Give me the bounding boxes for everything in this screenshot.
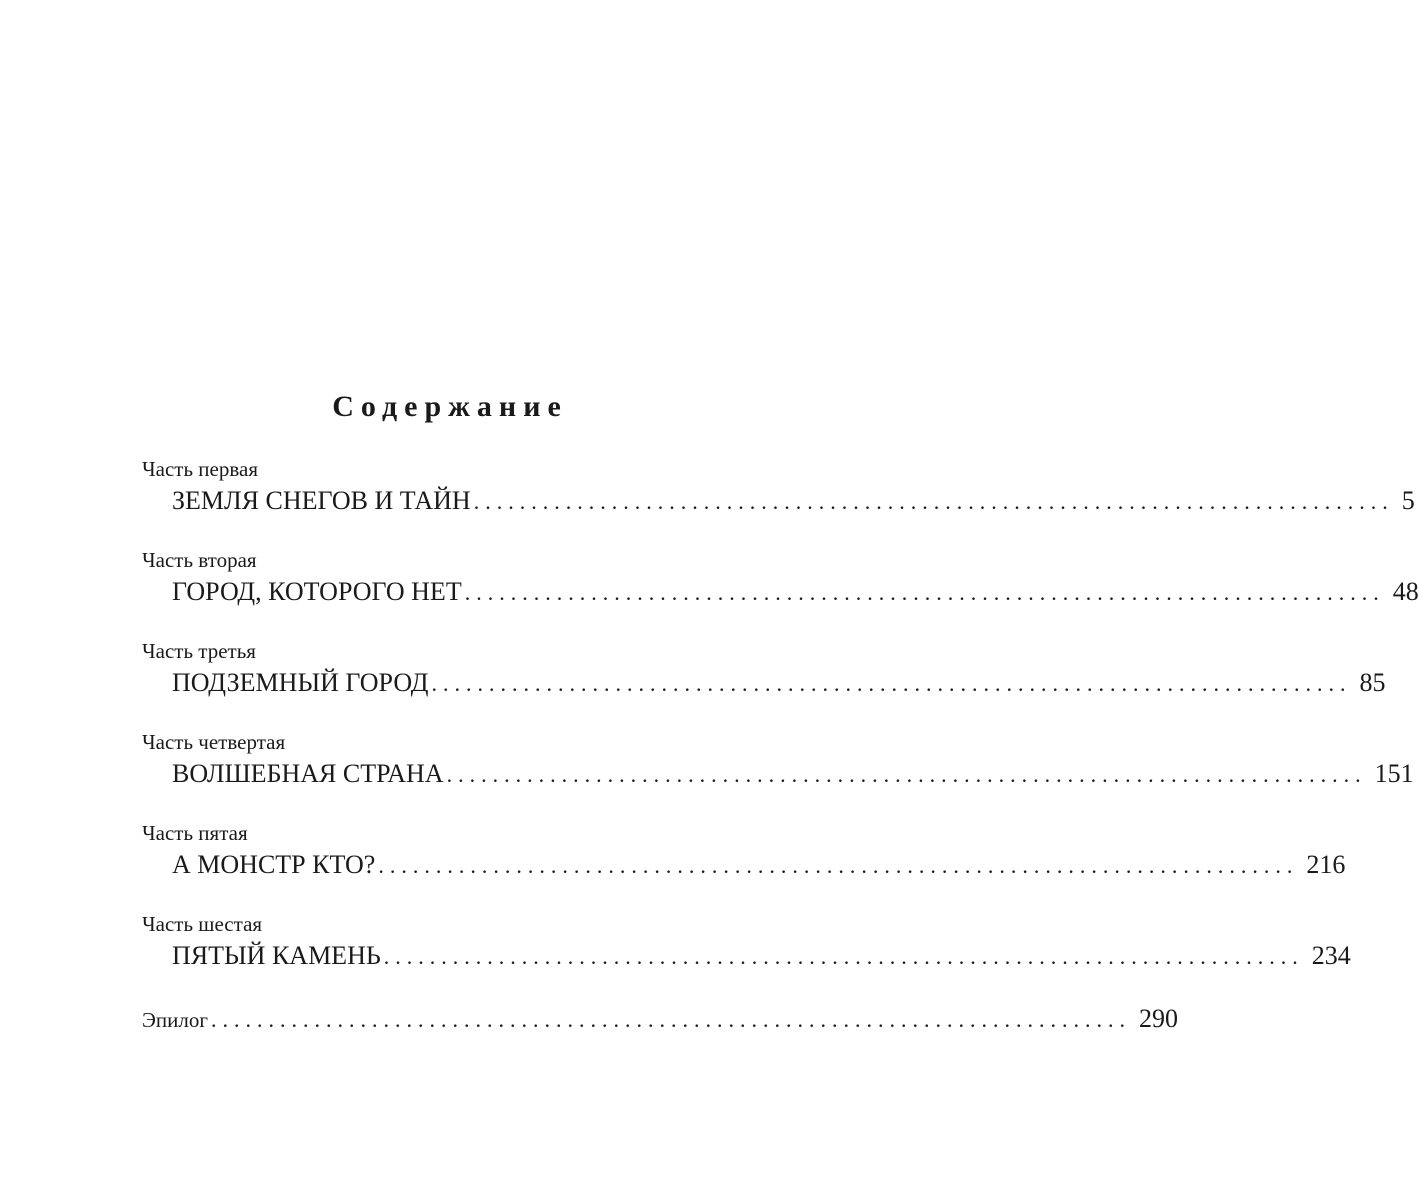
toc-part-4 <box>142 729 1414 793</box>
part-label: Часть третья <box>142 639 256 663</box>
entry-title: ПОДЗЕМНЫЙ ГОРОД <box>172 668 429 697</box>
page-number: 216 <box>1306 850 1346 879</box>
toc-part-2 <box>142 547 1419 611</box>
toc-entry[interactable] <box>142 573 1419 611</box>
toc-entry[interactable] <box>142 482 1415 520</box>
table-of-contents <box>142 456 1419 1038</box>
dot-leader: ................................................................................ <box>464 580 1385 605</box>
toc-entry[interactable] <box>142 755 1414 793</box>
page-number: 234 <box>1311 941 1351 970</box>
dot-leader: ................................................................................ <box>378 853 1299 878</box>
page-number: 85 <box>1359 668 1386 697</box>
page-number: 151 <box>1374 759 1414 788</box>
toc-part-1 <box>142 456 1415 520</box>
dot-leader: ................................................................................ <box>383 944 1304 969</box>
part-label: Часть шестая <box>142 912 263 936</box>
toc-heading: Содержание <box>332 390 568 423</box>
toc-entry[interactable] <box>142 846 1346 884</box>
page-number: 290 <box>1138 1004 1178 1033</box>
toc-part-6 <box>142 911 1351 975</box>
dot-leader: ................................................................................ <box>446 762 1367 787</box>
toc-entry[interactable] <box>142 664 1386 702</box>
entry-title: ВОЛШЕБНАЯ СТРАНА <box>172 759 444 788</box>
page-number: 48 <box>1392 577 1419 606</box>
dot-leader: ................................................................................ <box>431 671 1352 696</box>
dot-leader: ................................................................................ <box>210 1007 1131 1032</box>
entry-title: Эпилог <box>142 1008 208 1032</box>
entry-title: ПЯТЫЙ КАМЕНЬ <box>172 941 381 970</box>
part-label: Часть четвертая <box>142 730 286 754</box>
page-number: 5 <box>1401 486 1415 515</box>
part-label: Часть вторая <box>142 548 257 572</box>
dot-leader: ................................................................................ <box>473 489 1394 514</box>
entry-title: А МОНСТР КТО? <box>172 850 376 879</box>
entry-title: ЗЕМЛЯ СНЕГОВ И ТАЙН <box>172 486 471 515</box>
toc-part-5 <box>142 820 1346 884</box>
toc-entry[interactable] <box>142 937 1351 975</box>
entry-title: ГОРОД, КОТОРОГО НЕТ <box>172 577 462 606</box>
toc-part-3 <box>142 638 1386 702</box>
part-label: Часть пятая <box>142 821 248 845</box>
toc-entry-epilogue[interactable] <box>142 1000 1178 1038</box>
part-label: Часть первая <box>142 457 258 481</box>
